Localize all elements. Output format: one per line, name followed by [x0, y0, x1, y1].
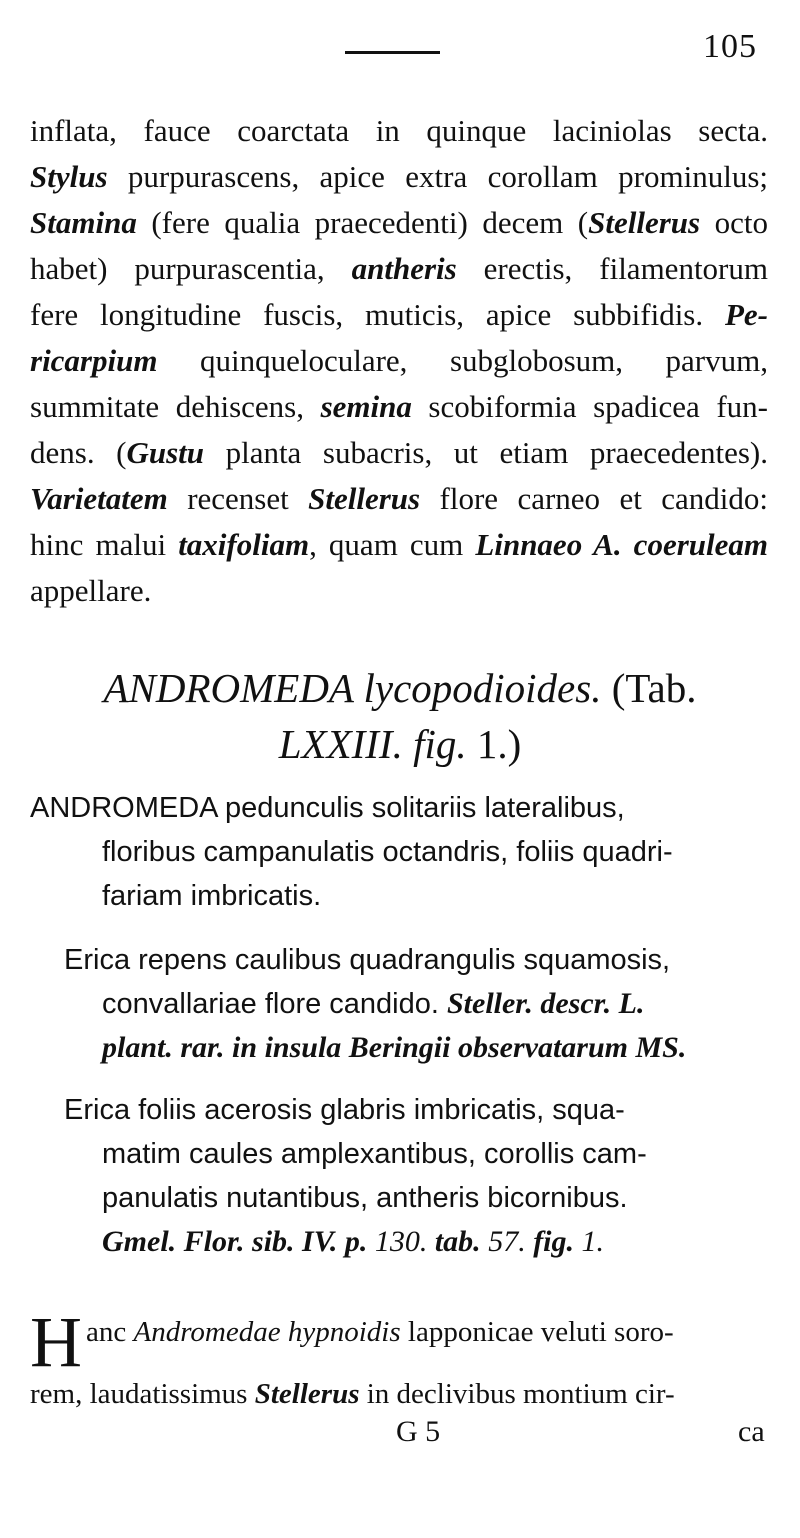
text-line: panulatis nutantibus, antheris bicornibus. — [102, 1182, 628, 1214]
header-rule — [345, 51, 440, 54]
catchword: ca — [738, 1415, 765, 1448]
text-line: fere longitudine fuscis, muticis, apice subbifidis. Pe- — [30, 297, 768, 332]
text-line: habet) purpurascentia, antheris erectis, filamentorum — [30, 251, 768, 286]
text-line: dens. (Gustu planta subacris, ut etiam praecedentes). — [30, 435, 768, 470]
text-line: ricarpium quinqueloculare, subglobosum, parvum, — [30, 343, 768, 378]
text-line: Varietatem recenset Stellerus flore carneo et candido: — [30, 481, 768, 516]
species-diagnosis — [30, 786, 770, 918]
heading-line: LXXIII. fig. 1.) — [278, 721, 522, 767]
heading-line: ANDROMEDA lycopodioides. (Tab. — [103, 665, 697, 711]
closing-paragraph — [30, 1302, 770, 1416]
text-line: summitate dehiscens, semina scobiformia spadicea fun- — [30, 389, 768, 424]
text-line: appellare. — [30, 573, 152, 608]
signature-mark: G 5 — [396, 1415, 441, 1448]
text-line: convallariae flore candido. Steller. descr. L. — [102, 987, 645, 1020]
text-line: Erica foliis acerosis glabris imbricatis, squa- — [64, 1094, 625, 1126]
text-line: Gmel. Flor. sib. IV. p. 130. tab. 57. fig. 1. — [102, 1225, 605, 1258]
synonym-entry — [64, 1088, 764, 1264]
text-line: ANDROMEDA pedunculis solitariis lateralibus, — [30, 792, 625, 824]
text-line: matim caules amplexantibus, corollis cam- — [102, 1138, 647, 1170]
text-line: rem, laudatissimus Stellerus in declivibus montium cir- — [30, 1378, 675, 1410]
species-heading — [30, 660, 770, 772]
paragraph-continuation — [30, 108, 768, 614]
text-line: hinc malui taxifoliam, quam cum Linnaeo A. coeruleam — [30, 527, 768, 562]
text-line: floribus campanulatis octandris, foliis quadri- — [102, 836, 673, 868]
text-line: anc Andromedae hypnoidis lapponicae veluti soro- — [86, 1316, 674, 1348]
text-line: Erica repens caulibus quadrangulis squamosis, — [64, 944, 671, 976]
page-number: 105 — [703, 28, 757, 65]
text-line: Stylus purpurascens, apice extra corollam prominulus; — [30, 159, 768, 194]
synonym-entry — [64, 938, 764, 1070]
drop-cap: H — [30, 1302, 82, 1382]
text-line: plant. rar. in insula Beringii observatarum MS. — [102, 1031, 687, 1064]
text-line: Stamina (fere qualia praecedenti) decem (Stellerus octo — [30, 205, 768, 240]
text-line: inflata, fauce coarctata in quinque laciniolas secta. — [30, 113, 768, 148]
text-line: fariam imbricatis. — [102, 880, 322, 912]
